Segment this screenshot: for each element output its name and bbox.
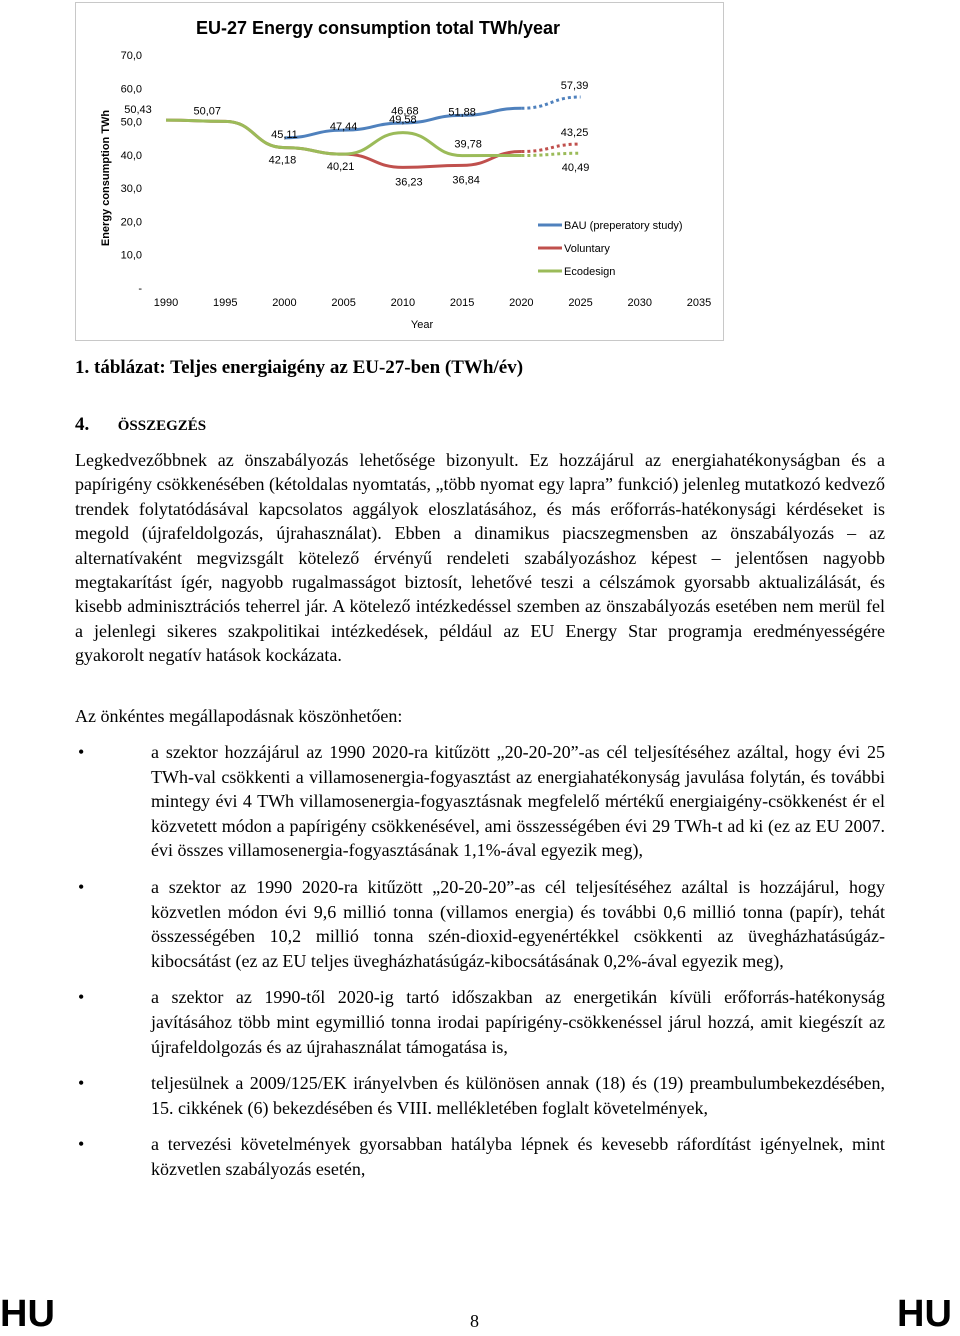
list-item	[75, 985, 885, 1059]
data-label: 43,25	[560, 127, 589, 140]
chart-svg	[76, 3, 723, 340]
data-label: 39,78	[454, 138, 482, 151]
bullet-icon: •	[78, 742, 85, 762]
data-label: 42,18	[268, 154, 297, 167]
data-label: 40,21	[326, 161, 355, 174]
x-tick-label: 2015	[449, 297, 475, 309]
y-tick-label: 50,0	[120, 116, 142, 129]
y-tick-label: 70,0	[120, 50, 142, 62]
bullet-list	[75, 740, 885, 1182]
legend-label: BAU (preperatory study)	[564, 220, 683, 232]
section-heading	[75, 414, 206, 436]
data-label: 47,44	[329, 121, 358, 134]
data-label: 49,58	[389, 113, 417, 126]
x-tick-label: 2030	[627, 297, 653, 309]
series-projection-line	[521, 97, 580, 108]
table-caption: 1. táblázat: Teljes energiaigény az EU-27-ben (TWh/év)	[75, 357, 524, 378]
data-label: 40,49	[561, 162, 590, 175]
y-tick-label: 30,0	[120, 183, 142, 196]
data-label: 36,23	[395, 176, 423, 189]
data-label: 50,07	[193, 105, 221, 118]
x-axis-label: Year	[410, 319, 434, 331]
summary-paragraph: Legkedvezőbbnek az önszabályozás lehetősége bizonyult. Ez hozzájárul az energiahatékonyságban és a papírigény csökkenésében (kétoldalas nyomtatás, „több nyomat egy lapra” funkció) jelenleg mutatkozó kedvező trendek folytatódásával kapcsolatos aggályok eloszlatásához, és más erőforrás-hatékonysági kérdéseket is megold (újrafeldolgozás, újrahasználat). Ebben a dinamikus piacszegmensben az önszabályozás – az alternatívaként megvizsgált kötelező érvényű rendeleti szabályozáshoz képest – jelentősen nagyobb megtakarítást ígér, nagyobb rugalmasságot biztosít, lehetővé teszi a célszámok gyorsabb aktualizálását, és kisebb adminisztrációs teherrel jár. A kötelező intézkedéssel szemben az önszabályozás esetében nem merül fel a jelenlegi sikeres szakpolitikai intézkedések, például az EU Energy Star programja eredményességére gyakorolt negatív hatások kockázata.	[75, 450, 885, 666]
chart-title: EU-27 Energy consumption total TWh/year	[196, 18, 561, 38]
x-tick-label: 2035	[686, 297, 712, 309]
series-projection-line	[521, 153, 580, 155]
data-label: 45,11	[271, 128, 298, 141]
chart	[75, 2, 724, 341]
series-projection-line	[521, 144, 580, 151]
bullet-icon: •	[78, 1073, 85, 1094]
x-tick-label: 1995	[212, 297, 238, 309]
data-label: 50,43	[124, 104, 152, 117]
x-tick-label: 2025	[568, 297, 593, 309]
y-tick-label: 60,0	[120, 83, 142, 96]
x-tick-label: 2000	[272, 297, 297, 309]
list-item	[75, 1071, 885, 1120]
x-tick-label: 1990	[153, 297, 179, 309]
list-item-text: teljesülnek a 2009/125/EK irányelvben és különösen annak (18) és (19) preambulumbekezdésében, 15. cikkének (6) bekezdésében és VIII. mellékletében foglalt követelmények,	[151, 1073, 885, 1118]
x-tick-label: 2005	[331, 297, 356, 309]
bullet-icon: •	[78, 1134, 85, 1155]
footer-language-left: HU	[0, 1293, 55, 1335]
list-item-text: a szektor az 1990 2020-ra kitűzött „20-20-20”-as cél teljesítéséhez azáltal is hozzájárul, hogy közvetlen módon évi 9,6 millió tonna (villamos energia) és további 0,6 millió tonna (papír), tehát összességében 10,2 millió tonna szén-dioxid-egyenértékkel csökkenti az üvegházhatásúgáz-kibocsátást (ez az EU teljes üvegházhatásúgáz-kibocsátásának 0,2%-ával egyezik meg),	[151, 876, 885, 971]
section-title: ÖSSZEGZÉS	[117, 418, 207, 434]
list-item-text: a szektor az 1990-től 2020-ig tartó időszakban az energetikán kívüli erőforrás-hatékonyság javításához több mint egymillió tonna irodai papírigény-csökkenéssel járul hozzá, amit kiegészít az újrafeldolgozás és az újrahasználat támogatása is,	[151, 987, 885, 1057]
y-tick-label: 20,0	[120, 216, 142, 229]
footer-language-right: HU	[897, 1293, 952, 1335]
section-number: 4.	[75, 414, 90, 435]
bullet-icon: •	[78, 876, 85, 897]
legend-label: Voluntary	[564, 243, 610, 255]
legend-label: Ecodesign	[564, 266, 616, 278]
list-item-text: a szektor hozzájárul az 1990 2020-ra kitűzött „20-20-20”-as cél teljesítéséhez azáltal, hogy évi 25 TWh-val csökkenti a villamosenergia-fogyasztást az energiahatékonyság javulása folytán, és további mintegy évi 4 TWh villamosenergia-fogyasztásnak megfelelő mértékű energiaigény-csökkenést ér el közvetett módon a papírigény csökkenésével, ami összességében évi 29 TWh-t ad ki (ez az EU 2007. évi összes villamosenergia-fogyasztásának 1,1%-ával egyezik meg),	[151, 742, 885, 861]
intro-line: Az önkéntes megállapodásnak köszönhetően:	[75, 706, 403, 726]
list-item	[75, 1132, 885, 1181]
x-tick-label: 2020	[509, 297, 534, 309]
list-item	[75, 740, 885, 863]
page-number: 8	[470, 1311, 479, 1331]
bullet-icon: •	[78, 987, 85, 1008]
y-tick-label: 10,0	[120, 249, 142, 262]
y-tick-label: 40,0	[120, 149, 142, 162]
list-item-text: a tervezési követelmények gyorsabban hatályba lépnek és kevesebb ráfordítást igényelnek, mint közvetlen szabályozás esetén,	[151, 1134, 885, 1179]
list-item	[75, 875, 885, 973]
data-label: 36,84	[452, 174, 480, 187]
y-axis-label: Energy consumption TWh	[100, 109, 112, 247]
y-tick-label: -	[138, 283, 142, 295]
data-label: 46,68	[391, 105, 419, 118]
x-tick-label: 2010	[390, 297, 416, 309]
data-label: 57,39	[560, 79, 589, 92]
data-label: 51,88	[448, 106, 476, 119]
